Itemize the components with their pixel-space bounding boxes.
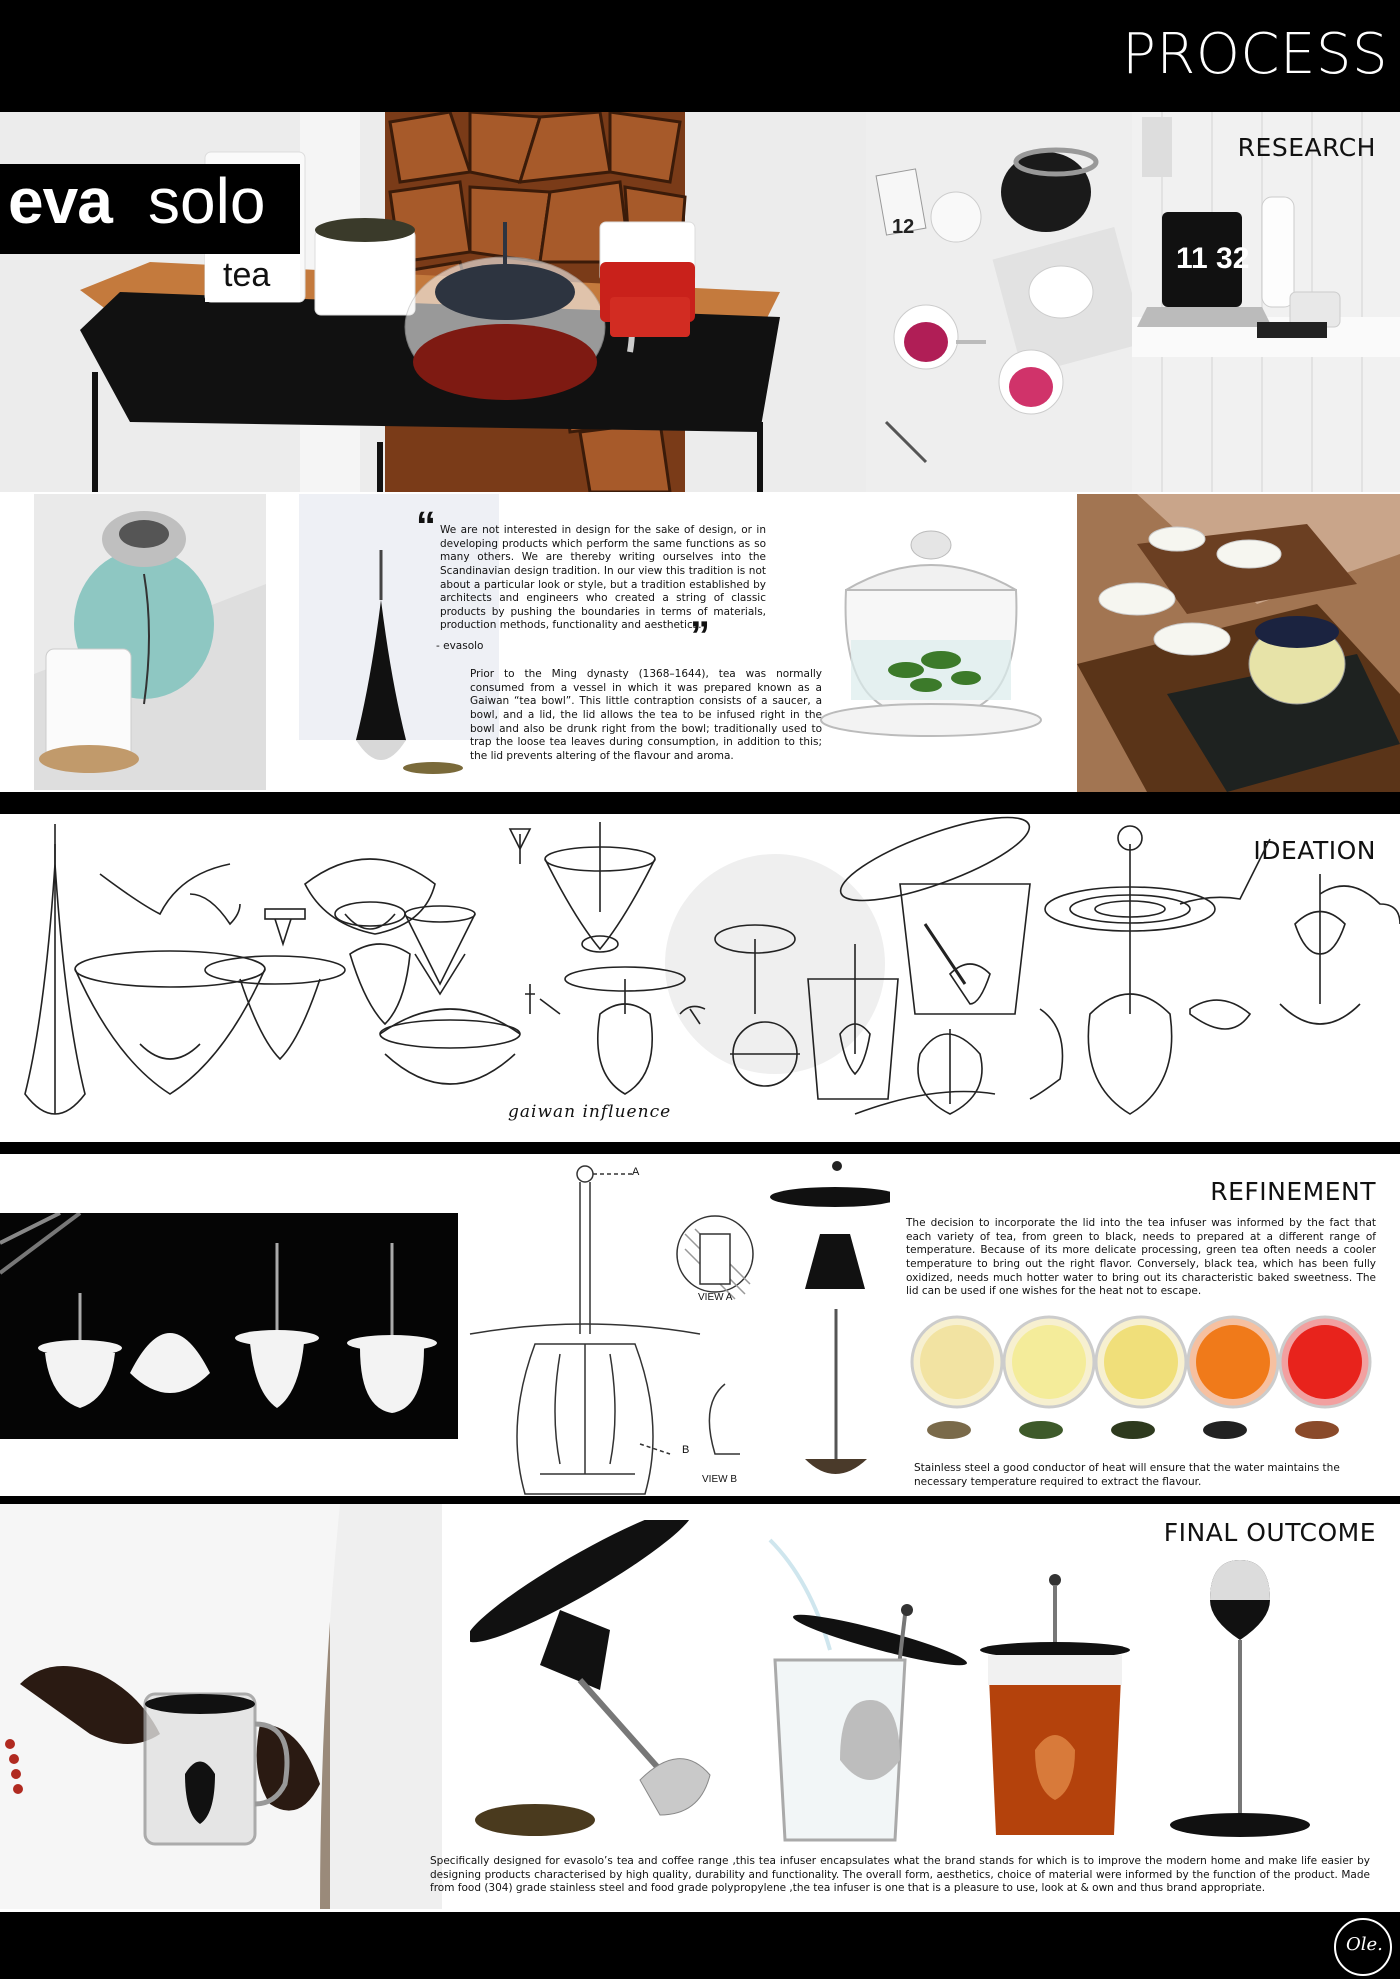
page-title: PROCESS [1122, 22, 1388, 87]
exploded-infuser-parts [760, 1154, 890, 1494]
clock-readout: 11 32 [1176, 242, 1250, 275]
brand-sub-label [205, 254, 300, 302]
brand-sub: tea [223, 256, 271, 294]
section-title-ideation: IDEATION [1253, 836, 1376, 865]
quote-close-mark: ” [690, 614, 710, 658]
section-title-final: FINAL OUTCOME [1163, 1518, 1376, 1547]
final-outcome-text: Specifically designed for evasolo’s tea and coffee range ,this tea infuser encapsulates what the brand stands for which is to improve the modern home and make life easier by designing products characterised by high quality, durability and functionality. The overall form, aesthetics, choice of material were informed by the function of the product. Made from food (304) grade stainless steel and food grade polypropylene ,the tea infuser is one that is a pleasure to use, look at & own and thus brand appropriate. [430, 1855, 1370, 1895]
label-a: A [632, 1166, 640, 1178]
tea-cup-2 [1012, 1325, 1086, 1399]
tea-cup-4 [1196, 1325, 1270, 1399]
product-render-lid-open [470, 1520, 720, 1850]
gaiwan-history-text: Prior to the Ming dynasty (1368–1644), tea was normally consumed from a vessel in which it was prepared known as a Gaiwan “tea bowl”. This little contraption consists of a saucer, a bowl, and a lid, the lid allows the tea to be infused right in the bowl and also be drunk right from the bowl; traditionally used to trap the loose tea leaves during consumption, in addition to this; the lid prevents altering of the flavour and aroma. [470, 668, 822, 762]
glass-gaiwan-image [806, 520, 1056, 775]
product-render-tea-glass [980, 1520, 1130, 1850]
label-b: B [682, 1444, 690, 1456]
designer-quote: We are not interested in design for the sake of design, or in developing products which perform the same functions as so many others. We are thereby writing ourselves into the Scandinavian design tradition. In our view this tradition is not about a particular look or style, but a tradition established by architects and engineers who created a string of classic products by pushing the boundaries in terms of materials, production methods, functionality and aesthetics. [440, 524, 766, 632]
brand-name-solo: solo [148, 165, 266, 237]
divider-bar [0, 1142, 1400, 1154]
quote-author: - evasolo [436, 640, 484, 652]
teal-teapot-photo [34, 494, 266, 790]
view-a-label: VIEW A [698, 1292, 733, 1303]
tea-cup-5 [1288, 1325, 1362, 1399]
divider-bar [0, 1496, 1400, 1504]
tag-number: 12 [892, 216, 915, 238]
brand-name-eva: eva [8, 165, 112, 237]
gaiwan-tray-photo [1077, 494, 1400, 792]
signature-text: Ole. [1346, 1934, 1383, 1955]
ideation-caption: gaiwan influence [508, 1102, 672, 1122]
divider-bar [0, 792, 1400, 814]
footer-bar [0, 1912, 1400, 1979]
tea-cup-1 [920, 1325, 994, 1399]
section-title-refinement: REFINEMENT [1210, 1177, 1376, 1206]
steel-text: Stainless steel a good conductor of heat will ensure that the water maintains the necessary temperature required to extract the flavour. [914, 1462, 1340, 1488]
signature-logo [1334, 1918, 1392, 1976]
quote-open-mark: “ [416, 504, 436, 548]
desk-clock-photo [1132, 112, 1400, 492]
product-render-standing [1160, 1520, 1320, 1840]
brand-logo [0, 164, 300, 254]
refinement-text: The decision to incorporate the lid into the tea infuser was informed by the fact that each variety of tea, from green to black, needs to prepared at a different range of temperature. Because of its more delicate processing, green tea often needs a cooler temperature to bring out the right flavor. Conversely, black tea, which has been fully oxidized, needs much hotter water to bring out its characteristic baked sweetness. The lid can be used if one wishes for the heat not to escape. [906, 1217, 1376, 1298]
section-title-research: RESEARCH [1237, 133, 1376, 162]
tea-varieties [904, 1310, 1384, 1460]
lifestyle-photo [0, 1504, 442, 1909]
prototypes-photo [0, 1213, 458, 1439]
ideation-sketches [0, 814, 1400, 1144]
evasolo-trolley-photo [0, 112, 866, 492]
tea-cup-3 [1104, 1325, 1178, 1399]
technical-drawing [460, 1154, 760, 1504]
tea-tabletop-photo [866, 112, 1132, 492]
view-b-label: VIEW B [702, 1474, 738, 1485]
product-render-glass-splash [750, 1520, 980, 1850]
